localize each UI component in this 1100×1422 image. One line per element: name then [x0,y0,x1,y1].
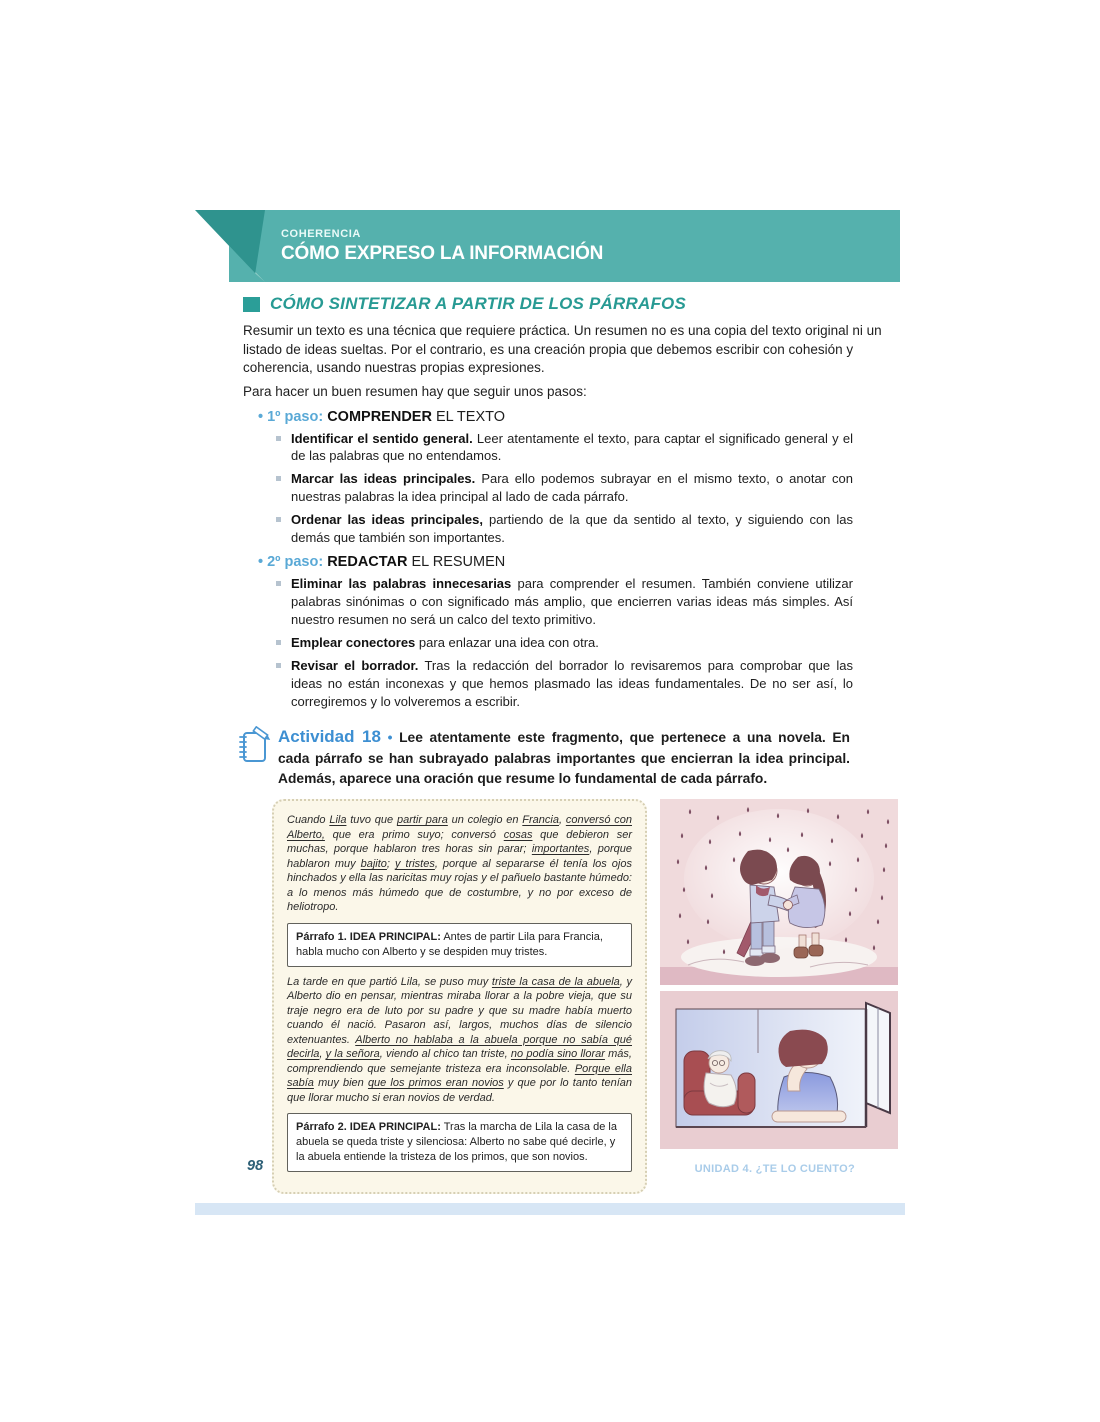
footer-bar [195,1203,905,1215]
unit-title: UNIDAD 4. ¿TE LO CUENTO? [694,1163,855,1175]
underlined-phrase: cosas [503,828,533,841]
section-marker-icon [243,297,260,312]
page-content [195,210,905,1194]
square-bullet-icon [276,517,281,522]
item-lead: Ordenar las ideas principales, [291,512,483,528]
step-1-item-1 [291,430,853,466]
step-2-keyword: REDACTAR [327,554,408,571]
step-2-rest: EL RESUMEN [407,554,506,571]
item-lead: Marcar las ideas principales. [291,471,476,487]
underlined-phrase: Alberto no hablaba a la abuela porque no sabía qué decirla [287,1033,632,1061]
activity-label: Actividad 18 [278,726,381,746]
activity-bullet-icon: • [387,729,393,745]
item-text: Para ello podemos subrayar en el mismo texto, o anotar con nuestras palabras la idea principal al lado de cada párrafo. [291,471,853,505]
idea-principal-box-2 [287,1113,632,1172]
step-1-rest: EL TEXTO [431,408,506,425]
fragment-paragraph-1: Cuando Lila tuvo que partir para un colegio en Francia, conversó con Alberto, que era primo suyo; conversó cosas que debieron ser muchas, porque hablaron tres horas sin parar; importantes, porque hablaron muy bajito; y tristes, porque al separarse él tenía los ojos hinchados y ella las naricitas muy rojas y el pañuelo bastante húmedo: a lo menos más húmedo que de costumbre, y no por exceso de heliotropo. [287,814,632,914]
fold-back [195,210,265,282]
item-text: partiendo de la que da sentido al texto, y siguiendo con las demás que también son importantes. [291,512,853,546]
step-2-label: 2º paso: [267,554,324,571]
banner-title: CÓMO EXPRESO LA INFORMACIÓN [281,243,604,264]
item-text: para enlazar una idea con otra. [418,634,599,650]
idea-text: Antes de partir Lila para Francia, habla mucho con Alberto y se despiden muy tristes. [296,930,603,958]
item-lead: Emplear conectores [291,634,416,650]
children-holding-hands-in-rain-illustration [660,799,898,985]
activity-instruction: Lee atentamente este fragmento, que pertenece a una novela. En cada párrafo se han subrayado palabras importantes que encierran la idea principal. Además, aparece una oración que resume lo fundamental de cada párrafo. [278,729,850,787]
fragment-paragraph-2: La tarde en que partió Lila, se puso muy triste la casa de la abuela, y Alberto dio en pensar, mientras miraba llorar a la pobre vieja, que su traje negro era de luto por su padre y que su madre había muerto cuando él nació. Pasaron así, largos, muchos días de silencio extenuantes. Alberto no hablaba a la abuela porque no sabía qué decirla, y la señora, viendo al chico tan triste, no podía sino llorar más, comprendiendo que semejante tristeza era inconsolable. Porque ella sabía muy bien que los primos eran novios y que por lo tanto tenían que llorar mucho si eran novios de verdad. [287,975,632,1104]
step-1-label: 1º paso: [267,408,324,425]
folded-corner-icon [195,210,265,282]
underlined-phrase: bajito [360,857,387,870]
square-bullet-icon [276,663,281,668]
underlined-phrase: que los primos eran novios [367,1077,504,1090]
step-2-item-3 [291,657,853,711]
banner-text [281,228,603,265]
fragment-and-illustrations [272,799,905,1193]
activity-18-block [278,725,850,790]
square-bullet-icon [276,581,281,586]
intro-paragraph-2: Para hacer un buen resumen hay que seguir unos pasos: [243,383,587,399]
step-2-heading [258,554,905,570]
idea-text: Tras la marcha de Lila la casa de la abuela se queda triste y silenciosa: Alberto no sabe qué decirle, y la abuela entiende la tristeza de los primos, que son novios. [296,1121,617,1163]
item-text: Leer atentamente el texto, para captar el significado general y el de las palabras que no entendamos. [291,430,853,464]
intro-paragraph-1: Resumir un texto es una técnica que requiere práctica. Un resumen no es una copia del texto original ni un listado de ideas sueltas. Por el contrario, es una creación propia que debemos escribir con cohesión y coherencia, usando nuestras propias expresiones. [243,323,882,376]
underlined-phrase: y la señora [325,1048,380,1061]
underlined-phrase: importantes [531,843,590,856]
step-1-keyword: COMPRENDER [327,408,432,425]
item-lead: Identificar el sentido general. [291,430,473,446]
underlined-phrase: conversó con Alberto, [287,814,632,841]
banner-kicker: COHERENCIA [281,228,361,240]
step-2-item-2 [291,634,853,652]
notebook-pencil-icon [238,726,272,770]
step-1-item-2 [291,470,853,506]
underlined-phrase: triste la casa de la abuela [491,975,620,988]
square-bullet-icon [276,476,281,481]
novel-fragment-box [272,799,647,1193]
item-text: para comprender el resumen. También conviene utilizar palabras sinónimas o con significado más amplio, que encierren varias ideas más simples. Así nuestro resumen no será un calco del texto primitivo. [291,576,853,627]
step-2-item-1 [291,575,853,629]
sad-boy-at-window-with-grandmother-illustration [660,991,898,1149]
underlined-phrase: Francia [522,814,559,827]
step-1-heading [258,409,905,425]
square-bullet-icon [276,436,281,441]
underlined-phrase: partir para [396,814,448,827]
step-1-item-3 [291,511,853,547]
item-lead: Revisar el borrador. [291,657,419,673]
idea-title: Párrafo 2. IDEA PRINCIPAL: [296,1121,441,1134]
underlined-phrase: no podía sino llorar [510,1048,605,1061]
illustrations-column [660,799,898,1149]
square-bullet-icon [276,640,281,645]
intro-paragraphs [243,322,898,402]
chapter-banner [195,210,905,282]
item-text: Tras la redacción del borrador lo revisaremos para comprobar que las ideas no están inconexas y que hemos plasmado las ideas fundamentales. De no ser así, lo corregiremos y lo volveremos a escribir. [291,657,853,709]
idea-title: Párrafo 1. IDEA PRINCIPAL: [296,930,441,943]
underlined-phrase: Lila [329,814,347,827]
idea-principal-box-1 [287,923,632,967]
underlined-phrase: y tristes [395,857,435,870]
section-title: CÓMO SINTETIZAR A PARTIR DE LOS PÁRRAFOS [270,294,687,313]
item-lead: Eliminar las palabras innecesarias [291,576,512,592]
bullet-icon: • [258,408,264,425]
section-heading [243,294,905,314]
underlined-phrase: Porque ella sabía [287,1062,632,1090]
bullet-icon: • [258,554,264,571]
page-number: 98 [247,1158,264,1174]
